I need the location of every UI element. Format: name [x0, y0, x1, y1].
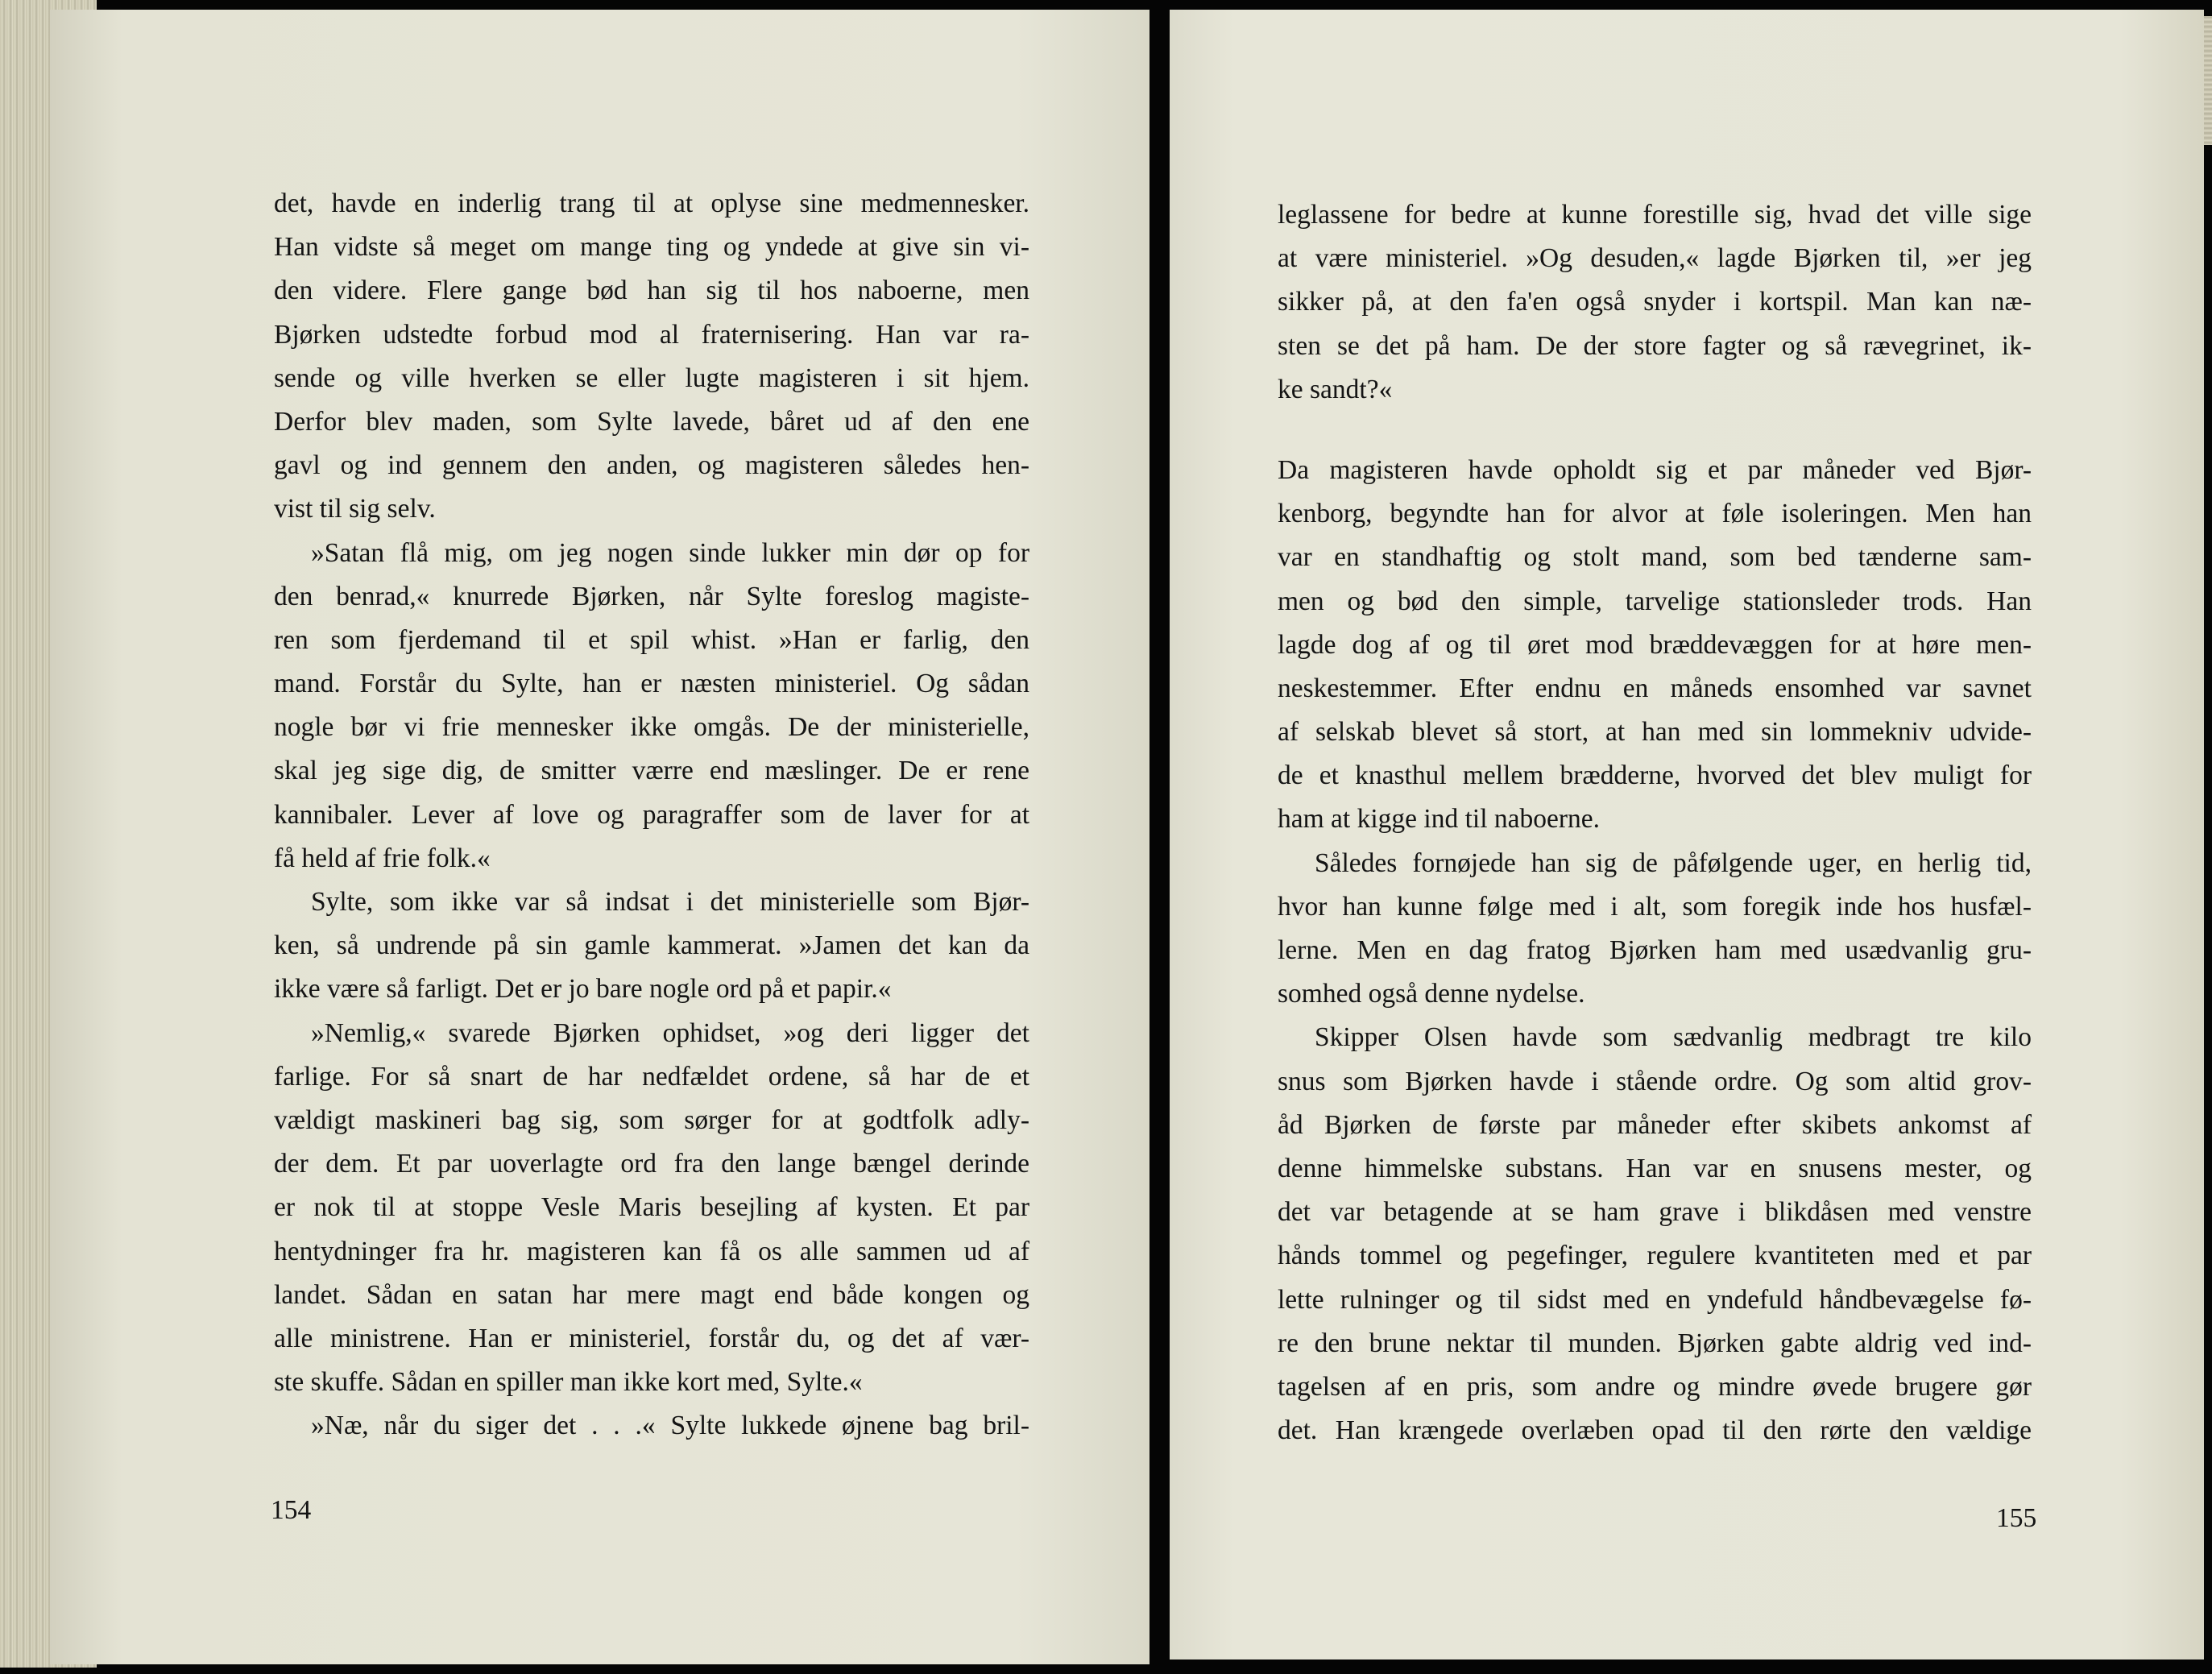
text-line: det. Han krængede overlæben opad til den rørte den vældige — [1278, 1415, 2032, 1446]
text-line: ste skuffe. Sådan en spiller man ikke kort med, Sylte.« — [274, 1367, 863, 1398]
text-line: re den brune nektar til munden. Bjørken gabte aldrig ved ind- — [1278, 1328, 2032, 1358]
text-line: Derfor blev maden, som Sylte lavede, båret ud af den ene — [274, 406, 1029, 437]
text-line: Han vidste så meget om mange ting og yndede at give sin vi- — [274, 232, 1029, 263]
text-line: hentydninger fra hr. magisteren kan få os alle sammen ud af — [274, 1236, 1029, 1266]
page-number-left: 154 — [271, 1495, 312, 1525]
text-line: ham at kigge ind til naboerne. — [1278, 804, 1601, 835]
text-line: Skipper Olsen havde som sædvanlig medbragt tre kilo — [1315, 1022, 2032, 1053]
text-line: den benrad,« knurrede Bjørken, når Sylte foreslog magiste- — [274, 581, 1029, 611]
text-line: det, havde en inderlig trang til at oplyse sine medmennesker. — [274, 189, 1029, 218]
text-line: farlige. For så snart de har nedfældet ordene, så har de et — [274, 1061, 1029, 1092]
text-line: »Næ, når du siger det . . .« Sylte lukkede øjnene bag bril- — [311, 1411, 1029, 1441]
left-page-text — [274, 182, 1029, 1448]
text-line: sende og ville hverken se eller lugte magisteren i sit hjem. — [274, 363, 1029, 393]
text-line: alle ministrene. Han er ministeriel, forstår du, og det af vær- — [274, 1323, 1029, 1353]
text-line: »Satan flå mig, om jeg nogen sinde lukker min dør op for — [311, 537, 1029, 568]
right-page-text — [1278, 193, 2032, 1452]
text-line: denne himmelske substans. Han var en snusens mester, og — [1278, 1153, 2032, 1183]
text-line: sikker på, at den fa'en også snyder i kortspil. Man kan næ- — [1278, 287, 2032, 317]
text-line: gavl og ind gennem den anden, og magisteren således hen- — [274, 450, 1029, 481]
text-line: nogle bør vi frie mennesker ikke omgås. De der ministerielle, — [274, 712, 1029, 743]
text-line: det var betagende at se ham grave i blikdåsen med venstre — [1278, 1197, 2032, 1228]
text-line: få held af frie folk.« — [274, 843, 491, 873]
text-line: Således fornøjede han sig de påfølgende uger, en herlig tid, — [1315, 847, 2032, 878]
text-line: kannibaler. Lever af love og paragraffer som de laver for at — [274, 799, 1029, 830]
text-line: mand. Forstår du Sylte, han er næsten ministeriel. Og sådan — [274, 669, 1029, 699]
text-line: lagde dog af og til øret mod bræddevæggen for at høre men- — [1278, 629, 2032, 660]
text-line: de et knasthul mellem brædderne, hvorved det blev muligt for — [1278, 760, 2032, 791]
text-line: tagelsen af en pris, som andre og mindre øvede brugere gør — [1278, 1371, 2032, 1402]
text-line: Bjørken udstedte forbud mod al fraternisering. Han var ra- — [274, 319, 1029, 350]
text-line: »Nemlig,« svarede Bjørken ophidset, »og deri ligger det — [311, 1017, 1029, 1048]
text-line: kenborg, begyndte han for alvor at føle isoleringen. Men han — [1278, 499, 2032, 529]
text-line: leglassene for bedre at kunne forestille sig, hvad det ville sige — [1278, 200, 2032, 230]
text-line: ikke være så farligt. Det er jo bare nogle ord på et papir.« — [274, 974, 892, 1005]
text-line: er nok til at stoppe Vesle Maris besejling af kysten. Et par — [274, 1192, 1029, 1223]
text-line: den videre. Flere gange bød han sig til hos naboerne, men — [274, 276, 1029, 306]
text-line: landet. Sådan en satan har mere magt end både kongen og — [274, 1279, 1029, 1310]
text-line: neskestemmer. Efter endnu en måneds ensomhed var savnet — [1278, 673, 2032, 703]
text-line: åd Bjørken de første par måneder efter skibets ankomst af — [1278, 1109, 2032, 1140]
text-line: ken, så undrende på sin gamle kammerat. »Jamen det kan da — [274, 930, 1029, 961]
text-line: sten se det på ham. De der store fagter og så rævegrinet, ik- — [1278, 330, 2032, 361]
text-line: var en standhaftig og stolt mand, som bed tænderne sam- — [1278, 542, 2032, 573]
text-line: hvor han kunne følge med i alt, som foregik inde hos husfæl- — [1278, 891, 2032, 922]
section-break — [1278, 412, 2032, 449]
text-line: men og bød den simple, tarvelige stationsleder trods. Han — [1278, 586, 2032, 616]
page-number-right: 155 — [1996, 1503, 2037, 1533]
text-line: somhed også denne nydelse. — [1278, 979, 1585, 1009]
text-line: skal jeg sige dig, de smitter værre end mæslinger. De er rene — [274, 756, 1029, 786]
text-line: at være ministeriel. »Og desuden,« lagde Bjørken til, »er jeg — [1278, 243, 2032, 274]
text-line: vist til sig selv. — [274, 494, 436, 524]
text-line: vældigt maskineri bag sig, som sørger for at godtfolk adly- — [274, 1104, 1029, 1135]
text-line: snus som Bjørken havde i stående ordre. Og som altid grov- — [1278, 1066, 2032, 1096]
text-line: af selskab blevet så stort, at han med sin lommekniv udvide- — [1278, 717, 2032, 748]
text-line: Da magisteren havde opholdt sig et par måneder ved Bjør- — [1278, 454, 2032, 485]
text-line: Sylte, som ikke var så indsat i det ministerielle som Bjør- — [311, 887, 1029, 917]
text-line: lerne. Men en dag fratog Bjørken ham med usædvanlig gru- — [1278, 935, 2032, 965]
text-line: der dem. Et par uoverlagte ord fra den lange bængel derinde — [274, 1149, 1029, 1179]
text-line: lette rulninger og til sidst med en yndefuld håndbevægelse fø- — [1278, 1284, 2032, 1315]
text-line: hånds tommel og pegefinger, regulere kvantiteten med et par — [1278, 1241, 2032, 1271]
text-line: ke sandt?« — [1278, 374, 1393, 404]
text-line: ren som fjerdemand til et spil whist. »Han er farlig, den — [274, 624, 1029, 655]
